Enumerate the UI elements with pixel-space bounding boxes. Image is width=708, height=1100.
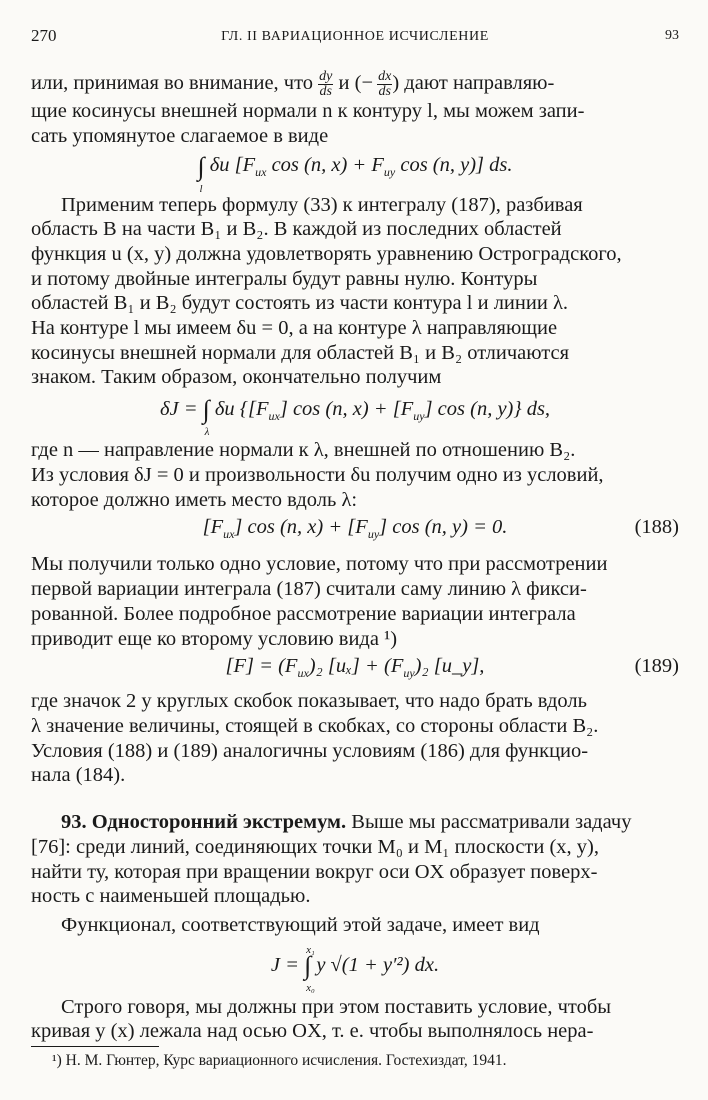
equation-delta-j: δJ = ∫ λ δu {$[F_{ux}]$ cos (n, $x) + [F_{uy}]$ cos (n, y)} ds,: [159, 395, 551, 439]
equation-188: $[F_{ux}]$ cos (n, $x) + [F_{uy}]$ cos (n, y) = 0. (188): [202, 516, 679, 542]
functional-intro: Функционал, соответствующий этой задаче, имеет вид: [61, 913, 540, 936]
equation-number: (188): [634, 516, 679, 539]
equation-189: $[F] = (F_{ux})_2$ $[u_x] + (F_{uy})_2$ [u_y], (189): [225, 655, 679, 681]
section-title: 93. Односторонний экстремум.: [61, 811, 347, 834]
running-title: ГЛ. II ВАРИАЦИОННОЕ ИСЧИСЛЕНИЕ: [221, 29, 489, 44]
running-header: [31, 26, 679, 56]
equation-functional: J = ∫ x₁ x₀ y √(1 + y′²) dx.: [270, 943, 440, 994]
integral-sign: ∫ λ: [202, 395, 210, 439]
footnote: ¹) Н. М. Гюнтер, Курс вариационного исчисления. Гостехиздат, 1941.: [52, 1052, 507, 1069]
p1-text-a: или, принимая во внимание, что: [31, 72, 319, 95]
section-number: 93: [665, 28, 679, 43]
equation-number: (189): [634, 655, 679, 678]
page: [31, 26, 679, 1044]
paragraph-5: где значок 2 у круглых скобок показывает, что надо брать вдоль λ значение величины, стоящей в скобках, со стороны области B₂. Условия (188) и (189) аналогичны условиям (186) для функцио- нала (184).: [31, 690, 599, 787]
section-93: 93. Односторонний экстремум. Выше мы рассматривали задачу [76]: среди линий, соединяющих точки M₀ и M₁ плоскости (x, y), найти ту, которая при вращении вокруг оси OX образует поверх- ность с наименьшей площадью.: [31, 811, 632, 908]
equation-boundary-term: ∫ l δu [$F_{ux}$ cos (n, $x) + F_{uy}$ cos (n, y)] ds.: [197, 151, 513, 195]
fraction-dy-ds: $\frac{dy}{ds}$: [319, 69, 333, 99]
p1-text-c: дают направляю-: [399, 72, 555, 95]
p1-line-3: сать упомянутое слагаемое в виде: [31, 124, 329, 147]
fraction-dx-ds: $\frac{dx}{ds}$: [378, 69, 392, 99]
p1-text-b: и: [333, 72, 355, 95]
integral-sign: ∫ x₁ x₀: [304, 943, 315, 994]
paragraph-6: Строго говоря, мы должны при этом поставить условие, чтобы кривая y (x) лежала над осью OX, т. е. чтобы выполнялось нера-: [31, 995, 612, 1043]
paragraph-2: Применим теперь формулу (33) к интегралу (187), разбивая область B на части B₁ и B₂. В каждой из последних областей функция u (x, y) должна удовлетворять уравнению Остроградского, и потому двойные интегралы будут равны нулю. Контуры областей B₁ и B₂ будут состоять из части контура l и линии λ. На контуре l мы имеем δu = 0, а на контуре λ направляющие косинусы внешней нормали для областей B₁ и B₂ отличаются знаком. Таким образом, окончательно получим: [31, 193, 622, 389]
footnote-rule: [31, 1046, 159, 1047]
paragraph-4: Мы получили только одно условие, потому что при рассмотрении первой вариации интеграла (187) считали саму линию λ фикси- рованной. Более подробное рассмотрение вариации интеграла приводит еще ко второму условию вида ¹): [31, 553, 608, 650]
integral-sign: ∫ l: [197, 151, 205, 195]
paragraph-3: где n — направление нормали к λ, внешней по отношению B₂. Из условия δJ = 0 и произвольности δu получим одно из условий, которое должно иметь место вдоль λ:: [31, 439, 604, 511]
page-number: 270: [31, 26, 57, 45]
p1-line-2: щие косинусы внешней нормали n к контуру l, мы можем запи-: [31, 100, 585, 122]
paragraph-1: или, принимая во внимание, что $\frac{dy}{ds}$ и (− $\frac{dx}{ds}$) дают направляю- щие косинусы внешней нормали n к контуру l, мы можем запи- сать упомянутое слагаемое в виде: [31, 69, 585, 147]
